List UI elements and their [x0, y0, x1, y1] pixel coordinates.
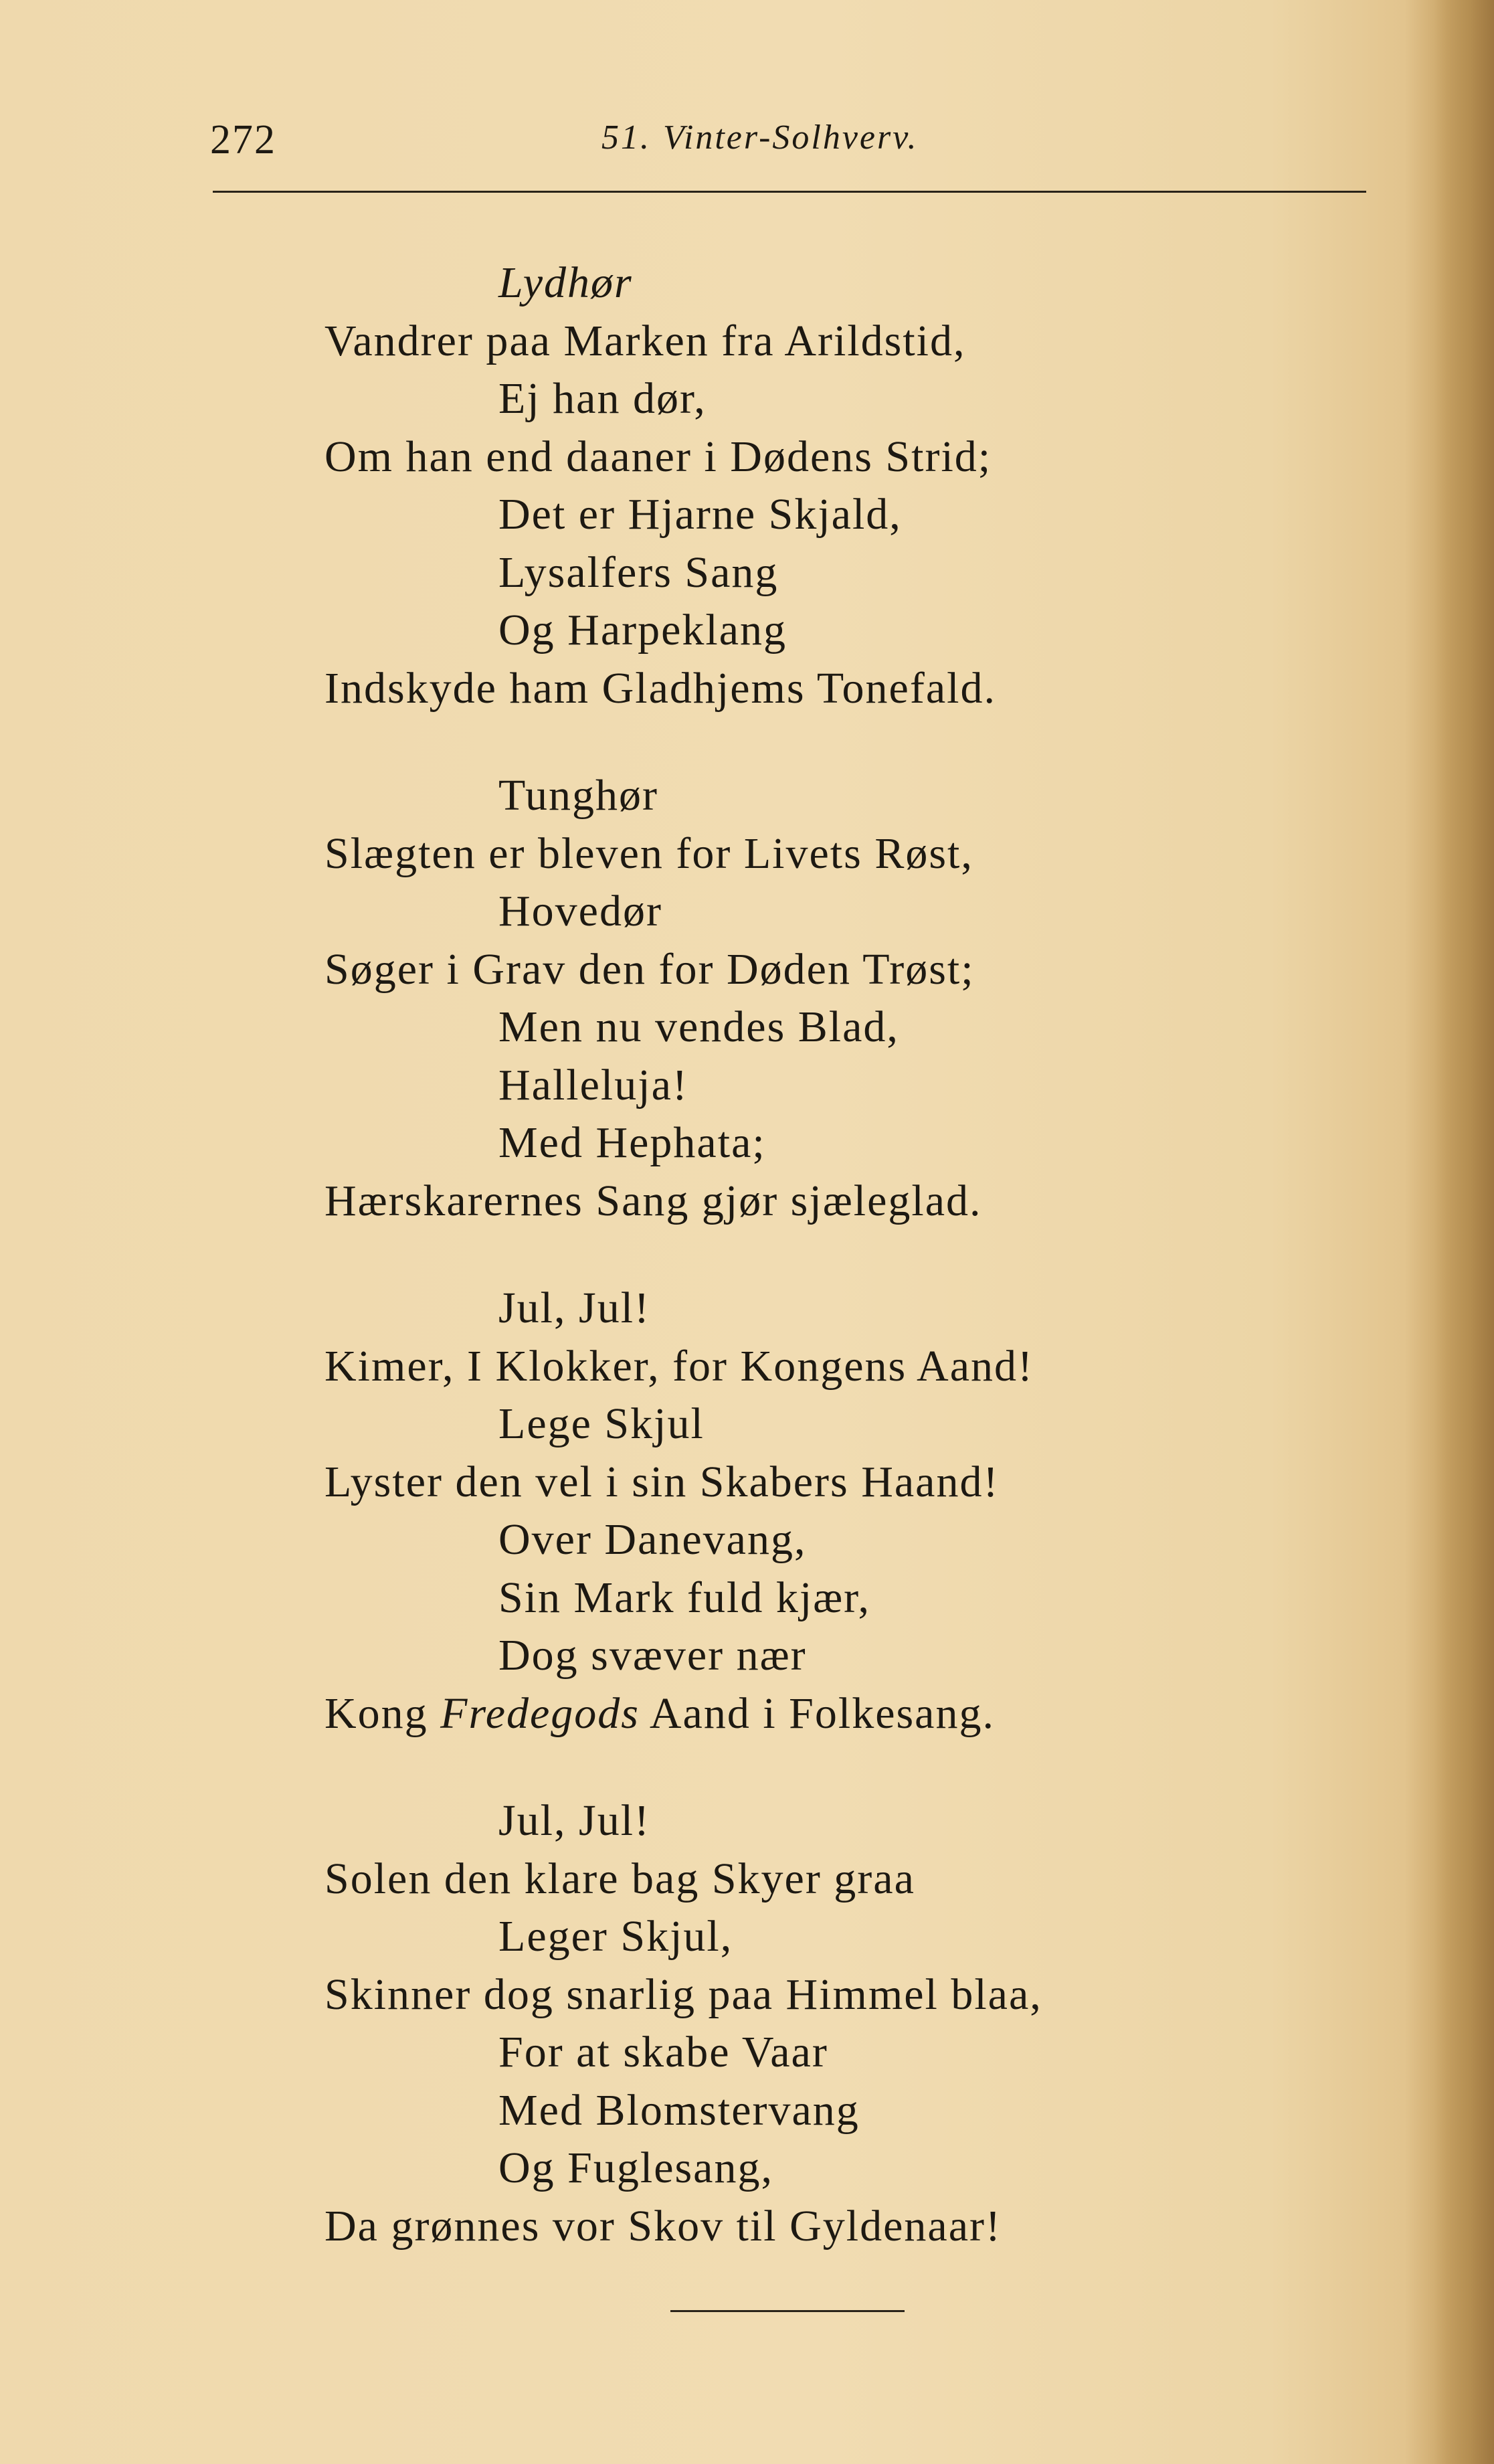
poem-line: Hærskarernes Sang gjør sjæleglad. — [324, 1176, 982, 1225]
poem-line: Solen den klare bag Skyer graa — [324, 1854, 915, 1903]
poem-line: Sin Mark fuld kjær, — [498, 1573, 871, 1622]
poem-line: Kimer, I Klokker, for Kongens Aand! — [324, 1341, 1034, 1391]
poem-line: Skinner dog snarlig paa Himmel blaa, — [324, 1969, 1042, 2019]
poem-line: For at skabe Vaar — [498, 2028, 828, 2077]
stanza-4 — [324, 1792, 1368, 2255]
poem-line: Ej han dør, — [498, 374, 707, 423]
poem-line: Da grønnes vor Skov til Gyldenaar! — [324, 2201, 1002, 2251]
poem-line: Med Blomstervang — [498, 2085, 860, 2135]
poem-line: Dog svæver nær — [498, 1631, 807, 1680]
line-text: Kong — [324, 1688, 441, 1738]
chapter-number: 51. — [601, 118, 651, 157]
poem-line: Tunghør — [498, 771, 658, 820]
poem-line: Vandrer paa Marken fra Arildstid, — [324, 316, 966, 365]
poem-line: Men nu vendes Blad, — [498, 1002, 899, 1051]
poem-line: Jul, Jul! — [498, 1284, 651, 1332]
poem-line: Med Hephata; — [498, 1118, 766, 1167]
poem-line: Lyster den vel i sin Skabers Haand! — [324, 1457, 1000, 1506]
poem-line: Lege Skjul — [498, 1399, 705, 1448]
poem-line: Lydhør — [498, 258, 633, 307]
poem-line: Om han end daaner i Dødens Strid; — [324, 432, 992, 481]
poem-line: Det er Hjarne Skjald, — [498, 490, 902, 539]
poem-line: Og Fuglesang, — [498, 2143, 773, 2192]
italic-name: Fredegods — [440, 1688, 640, 1738]
running-title: Vinter-Solhverv. — [663, 118, 919, 157]
poem-line: Jul, Jul! — [498, 1796, 651, 1845]
poem-line: Lysalfers Sang — [498, 547, 779, 597]
line-text: Aand i Folkesang. — [640, 1688, 995, 1738]
page-edge-shadow — [1434, 0, 1494, 2464]
stanza-3 — [324, 1280, 1368, 1743]
stanza-1 — [324, 254, 1368, 717]
poem-line: Hovedør — [498, 887, 662, 936]
poem-line: Halleluja! — [498, 1060, 688, 1110]
running-head — [601, 118, 918, 157]
poem-line — [324, 1685, 1368, 1743]
poem-line: Søger i Grav den for Døden Trøst; — [324, 944, 975, 994]
header-rule — [213, 191, 1366, 193]
poem — [324, 254, 1368, 2305]
poem-line: Indskyde ham Gladhjems Tonefald. — [324, 663, 996, 713]
poem-line: Og Harpeklang — [498, 606, 787, 654]
page-number: 272 — [210, 117, 276, 163]
page-header — [210, 116, 1366, 170]
end-rule — [670, 2310, 905, 2312]
poem-line: Leger Skjul, — [498, 1912, 733, 1961]
stanza-2 — [324, 767, 1368, 1230]
poem-line: Over Danevang, — [498, 1515, 807, 1564]
poem-line: Slægten er bleven for Livets Røst, — [324, 828, 973, 878]
